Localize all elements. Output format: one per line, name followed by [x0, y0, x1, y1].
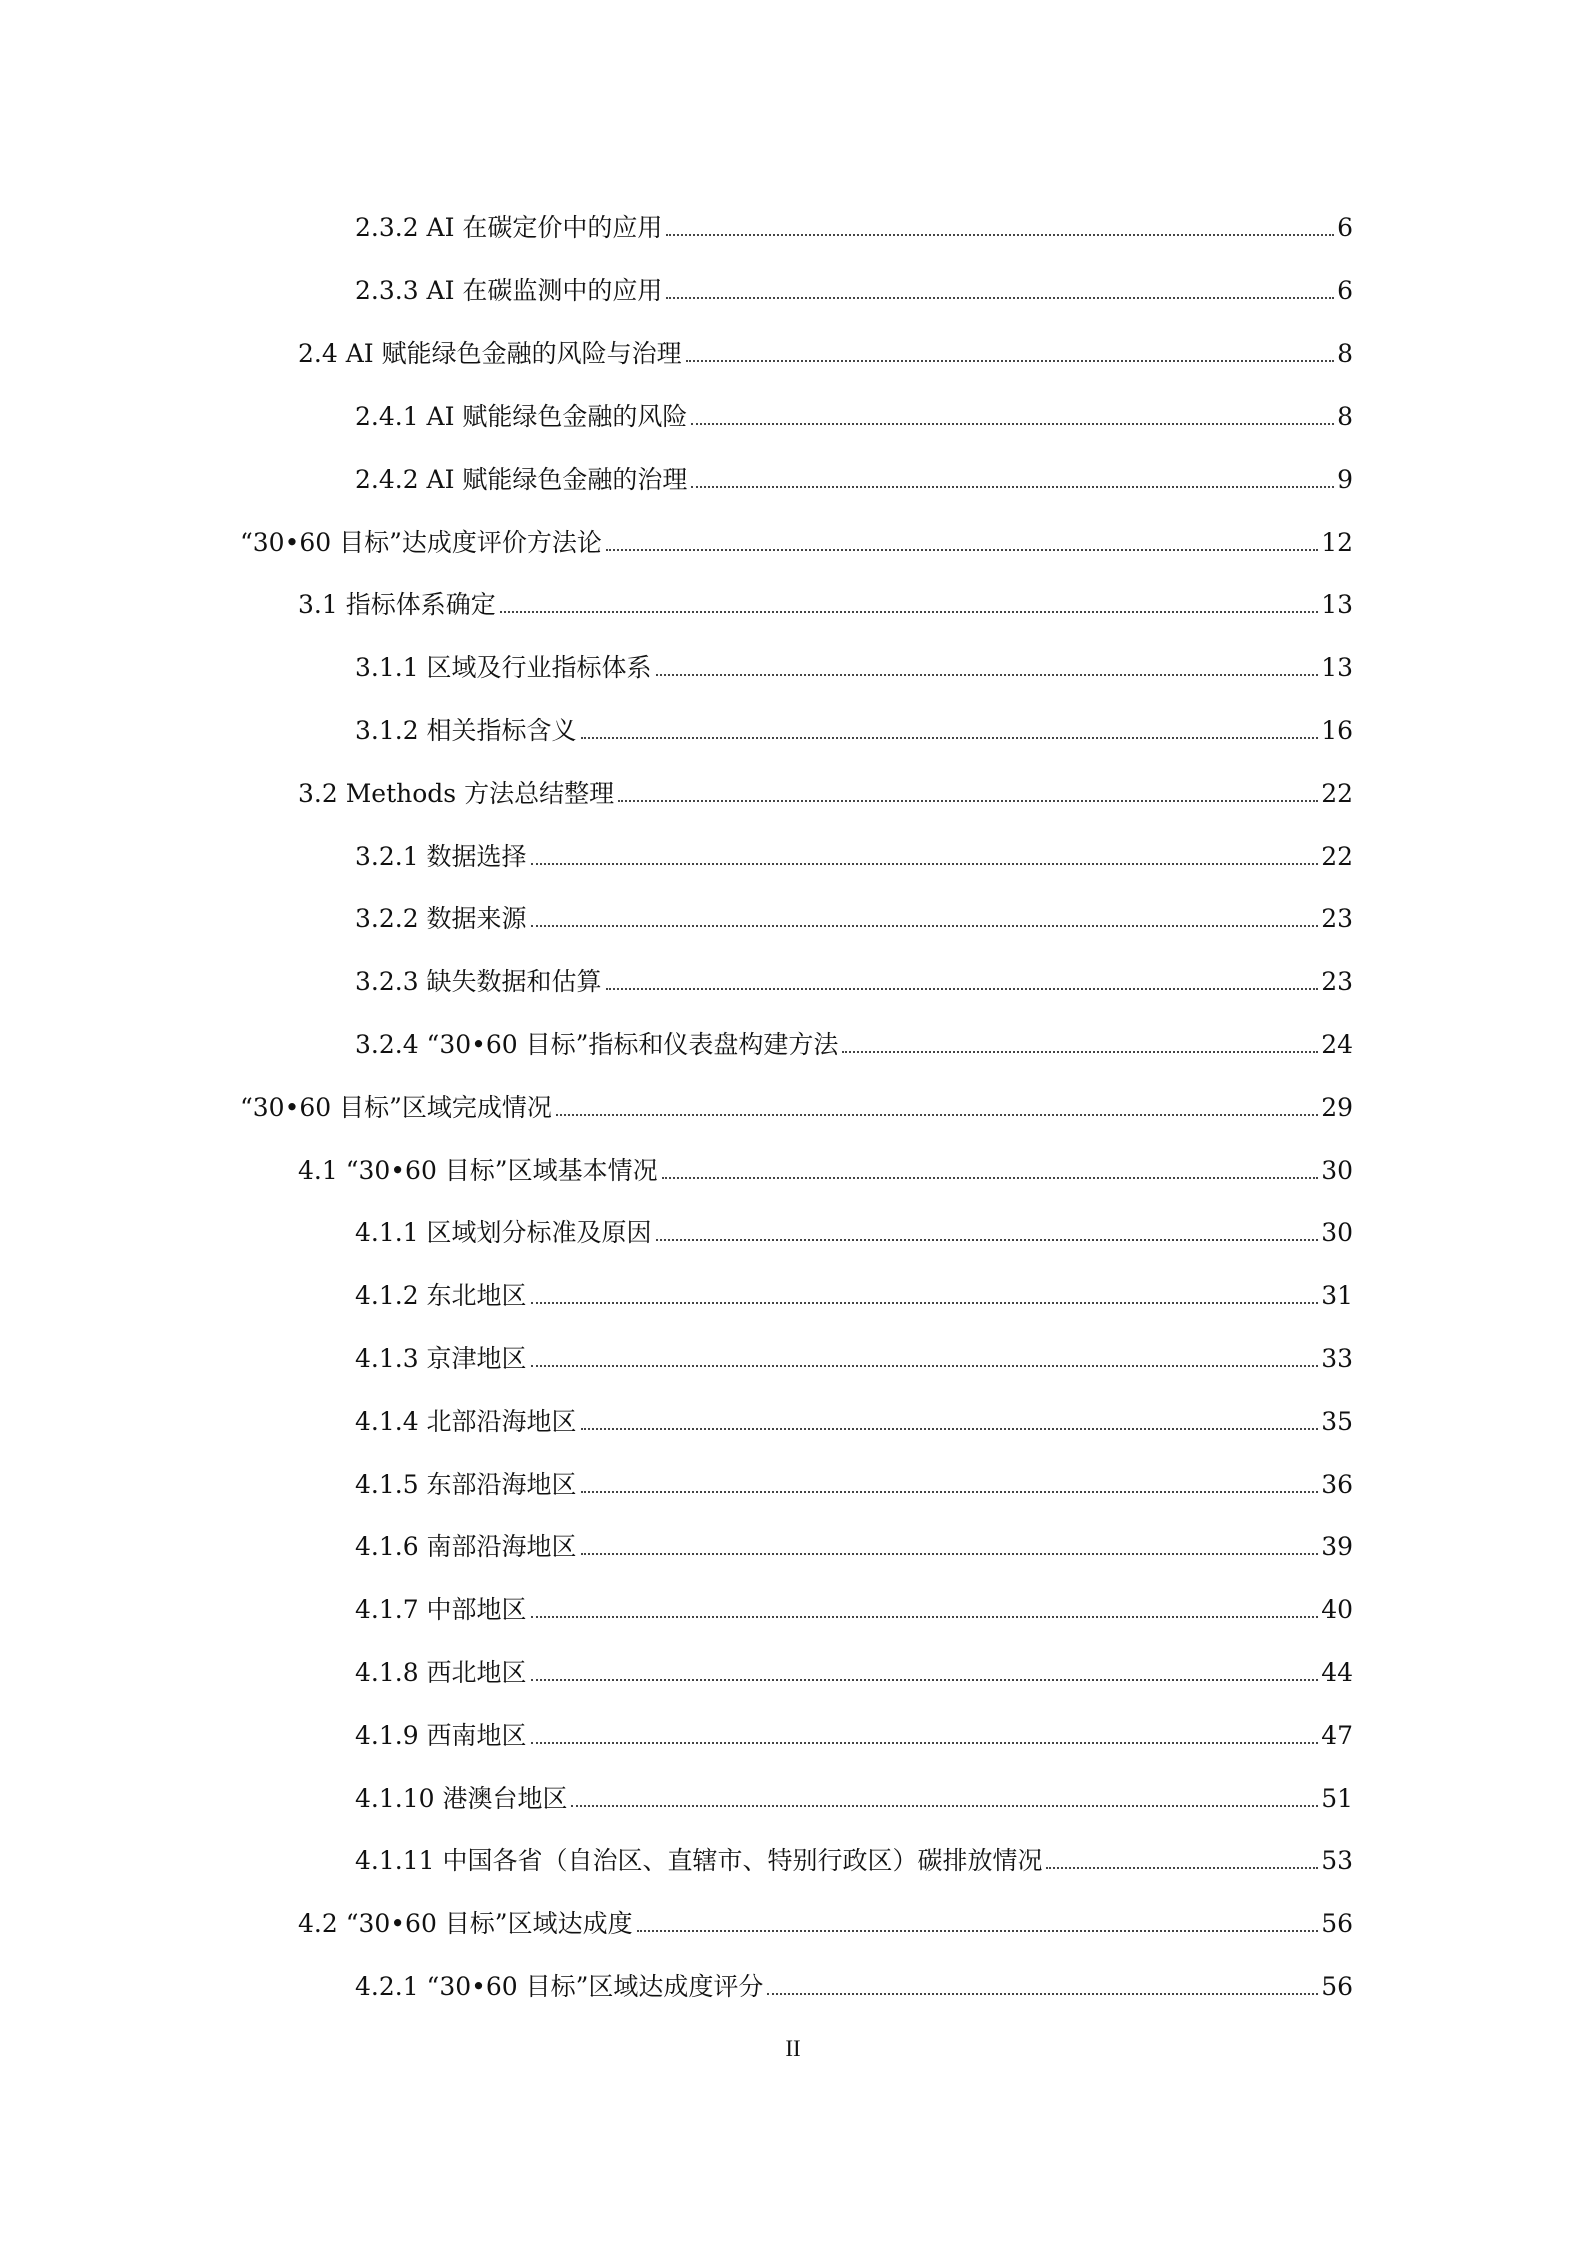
toc-leader-dots — [606, 549, 1318, 551]
toc-entry-page: 6 — [1337, 213, 1353, 242]
toc-entry[interactable] — [298, 1901, 1353, 1941]
toc-leader-dots — [581, 737, 1319, 739]
toc-entry[interactable] — [355, 1838, 1353, 1878]
toc-entry-page: 36 — [1321, 1470, 1353, 1499]
toc-leader-dots — [662, 1177, 1319, 1179]
toc-entry-label: 2.4 AI 赋能绿色金融的风险与治理 — [298, 339, 682, 368]
toc-entry-label: “30•60 目标”达成度评价方法论 — [240, 528, 602, 557]
toc-entry-page: 30 — [1321, 1156, 1353, 1185]
toc-entry-label: “30•60 目标”区域完成情况 — [240, 1093, 552, 1122]
toc-entry-page: 22 — [1321, 779, 1353, 808]
toc-entry-page: 8 — [1337, 339, 1353, 368]
toc-entry-page: 44 — [1321, 1658, 1353, 1687]
toc-leader-dots — [686, 360, 1335, 362]
toc-entry[interactable] — [355, 1776, 1353, 1816]
toc-entry[interactable] — [298, 582, 1353, 622]
toc-entry-label: 2.3.3 AI 在碳监测中的应用 — [355, 276, 663, 305]
toc-leader-dots — [531, 1365, 1319, 1367]
toc-leader-dots — [571, 1805, 1318, 1807]
toc-leader-dots — [500, 611, 1318, 613]
toc-entry[interactable] — [355, 1587, 1353, 1627]
toc-entry-label: 3.2.1 数据选择 — [355, 842, 527, 871]
toc-leader-dots — [581, 1553, 1319, 1555]
toc-leader-dots — [556, 1114, 1318, 1116]
toc-entry[interactable] — [355, 268, 1353, 308]
toc-entry-page: 31 — [1321, 1281, 1353, 1310]
toc-entry-page: 24 — [1321, 1030, 1353, 1059]
toc-entry[interactable] — [240, 520, 1353, 560]
toc-entry-label: 2.3.2 AI 在碳定价中的应用 — [355, 213, 663, 242]
toc-entry-page: 13 — [1321, 590, 1353, 619]
toc-entry-label: 4.1.5 东部沿海地区 — [355, 1470, 577, 1499]
toc-leader-dots — [637, 1930, 1319, 1932]
toc-entry-label: 4.1.4 北部沿海地区 — [355, 1407, 577, 1436]
toc-entry-page: 53 — [1321, 1846, 1353, 1875]
toc-leader-dots — [666, 297, 1334, 299]
toc-entry-page: 23 — [1321, 967, 1353, 996]
toc-entry-label: 4.1.7 中部地区 — [355, 1595, 527, 1624]
toc-leader-dots — [618, 800, 1318, 802]
toc-entry-label: 3.1.2 相关指标含义 — [355, 716, 577, 745]
toc-entry-label: 4.1.2 东北地区 — [355, 1281, 527, 1310]
toc-entry[interactable] — [355, 1964, 1353, 2004]
toc-entry-page: 35 — [1321, 1407, 1353, 1436]
toc-entry[interactable] — [298, 1148, 1353, 1188]
toc-leader-dots — [656, 674, 1319, 676]
toc-leader-dots — [581, 1491, 1319, 1493]
toc-leader-dots — [531, 863, 1319, 865]
toc-entry-label: 2.4.2 AI 赋能绿色金融的治理 — [355, 465, 688, 494]
toc-entry-page: 9 — [1337, 465, 1353, 494]
toc-entry-label: 3.2 Methods 方法总结整理 — [298, 779, 615, 808]
toc-entry[interactable] — [355, 834, 1353, 874]
toc-entry[interactable] — [355, 645, 1353, 685]
toc-entry[interactable] — [355, 1022, 1353, 1062]
toc-entry[interactable] — [240, 1085, 1353, 1125]
toc-entry-page: 6 — [1337, 276, 1353, 305]
toc-entry-label: 4.1.3 京津地区 — [355, 1344, 527, 1373]
page-number: II — [785, 2036, 801, 2061]
toc-entry-label: 4.2 “30•60 目标”区域达成度 — [298, 1909, 633, 1938]
toc-leader-dots — [691, 486, 1334, 488]
toc-entry-label: 2.4.1 AI 赋能绿色金融的风险 — [355, 402, 688, 431]
toc-leader-dots — [531, 1616, 1319, 1618]
toc-entry-label: 3.1 指标体系确定 — [298, 590, 496, 619]
toc-leader-dots — [666, 234, 1334, 236]
toc-entry[interactable] — [355, 1336, 1353, 1376]
toc-entry-label: 4.1.11 中国各省（自治区、直辖市、特别行政区）碳排放情况 — [355, 1846, 1043, 1875]
toc-entry[interactable] — [355, 457, 1353, 497]
toc-entry-page: 40 — [1321, 1595, 1353, 1624]
toc-entry-page: 47 — [1321, 1721, 1353, 1750]
toc-entry[interactable] — [355, 959, 1353, 999]
toc-entry-page: 39 — [1321, 1532, 1353, 1561]
toc-entry[interactable] — [355, 1399, 1353, 1439]
toc-leader-dots — [691, 423, 1334, 425]
toc-leader-dots — [531, 1679, 1319, 1681]
toc-entry-label: 3.2.4 “30•60 目标”指标和仪表盘构建方法 — [355, 1030, 839, 1059]
toc-entry-page: 13 — [1321, 653, 1353, 682]
toc-entry-label: 4.1.1 区域划分标准及原因 — [355, 1218, 652, 1247]
toc-entry-page: 56 — [1321, 1972, 1353, 2001]
toc-entry-page: 22 — [1321, 842, 1353, 871]
toc-entry-page: 12 — [1321, 528, 1353, 557]
toc-leader-dots — [842, 1051, 1318, 1053]
toc-entry[interactable] — [355, 1273, 1353, 1313]
toc-entry[interactable] — [298, 771, 1353, 811]
toc-entry-page: 16 — [1321, 716, 1353, 745]
toc-entry-page: 56 — [1321, 1909, 1353, 1938]
toc-entry-page: 8 — [1337, 402, 1353, 431]
toc-entry-label: 4.1 “30•60 目标”区域基本情况 — [298, 1156, 658, 1185]
toc-entry-page: 51 — [1321, 1784, 1353, 1813]
toc-entry[interactable] — [298, 331, 1353, 371]
toc-entry[interactable] — [355, 896, 1353, 936]
toc-entry[interactable] — [355, 394, 1353, 434]
toc-entry-label: 3.1.1 区域及行业指标体系 — [355, 653, 652, 682]
toc-leader-dots — [606, 988, 1319, 990]
toc-leader-dots — [767, 1993, 1318, 1995]
toc-entry[interactable] — [355, 1650, 1353, 1690]
toc-entry-label: 3.2.2 数据来源 — [355, 904, 527, 933]
toc-entry-page: 33 — [1321, 1344, 1353, 1373]
toc-entry-label: 4.1.10 港澳台地区 — [355, 1784, 568, 1813]
toc-entry-label: 4.1.6 南部沿海地区 — [355, 1532, 577, 1561]
toc-entry-page: 29 — [1321, 1093, 1353, 1122]
toc-leader-dots — [656, 1239, 1319, 1241]
toc-entry[interactable] — [355, 205, 1353, 245]
toc-leader-dots — [1046, 1867, 1318, 1869]
toc-entry[interactable] — [355, 1524, 1353, 1564]
toc-entry-label: 3.2.3 缺失数据和估算 — [355, 967, 602, 996]
toc-leader-dots — [531, 925, 1319, 927]
toc-entry[interactable] — [355, 1462, 1353, 1502]
toc-entry-label: 4.1.9 西南地区 — [355, 1721, 527, 1750]
toc-leader-dots — [531, 1302, 1319, 1304]
toc-entry-page: 23 — [1321, 904, 1353, 933]
toc-entry[interactable] — [355, 708, 1353, 748]
toc-entry[interactable] — [355, 1713, 1353, 1753]
toc-entry[interactable] — [355, 1210, 1353, 1250]
toc-entry-label: 4.2.1 “30•60 目标”区域达成度评分 — [355, 1972, 764, 2001]
toc-leader-dots — [581, 1428, 1319, 1430]
toc-entry-label: 4.1.8 西北地区 — [355, 1658, 527, 1687]
toc-entry-page: 30 — [1321, 1218, 1353, 1247]
toc-leader-dots — [531, 1742, 1319, 1744]
